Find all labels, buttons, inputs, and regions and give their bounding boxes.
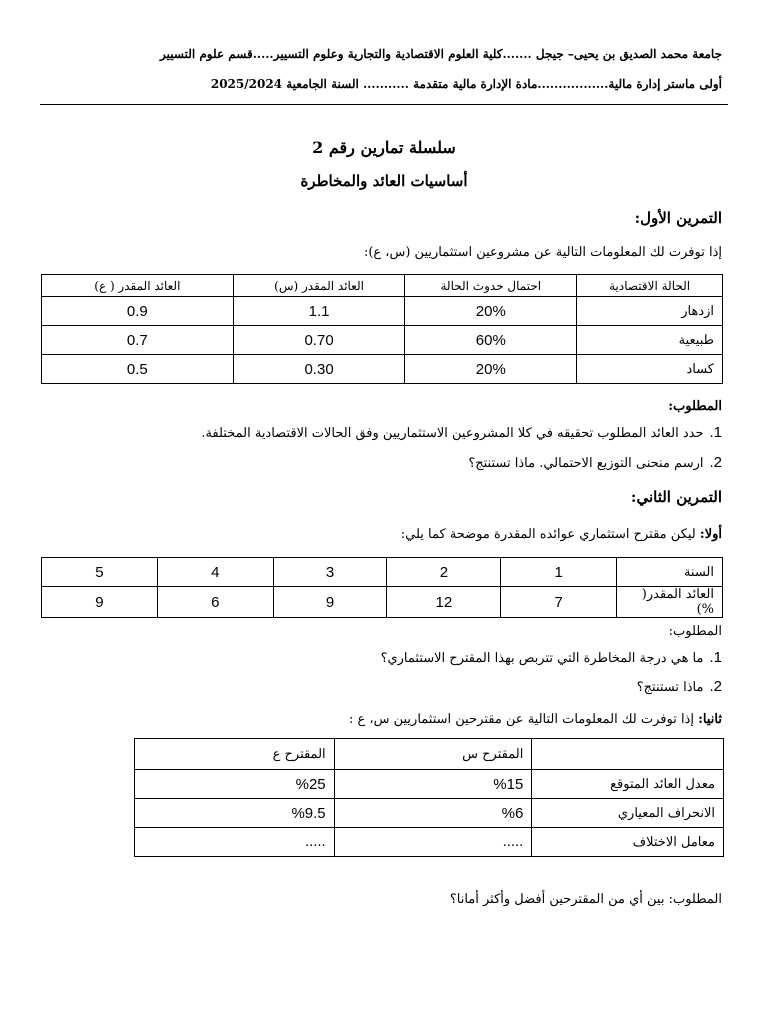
table-cell: 20% bbox=[405, 297, 577, 326]
table-row bbox=[42, 587, 723, 618]
list-item-text: ما هي درجة المخاطرة التي تتربص بهذا المقترح الاستثماري؟ bbox=[380, 651, 704, 666]
table-row bbox=[135, 770, 724, 799]
list-item-text: حدد العائد المطلوب تحقيقه في كلا المشروعين الاستثماريين وفق الحالات الاقتصادية المختلفة. bbox=[201, 426, 704, 441]
table-cell: 60% bbox=[405, 326, 577, 355]
table-header-cell: احتمال حدوث الحالة bbox=[405, 275, 577, 297]
table-cell: طبيعية bbox=[577, 326, 723, 355]
table-cell: معامل الاختلاف bbox=[532, 828, 724, 857]
list-item bbox=[201, 454, 722, 484]
exercise-1-table bbox=[41, 274, 723, 384]
table-cell: ..... bbox=[135, 828, 335, 857]
table-cell: 20% bbox=[405, 355, 577, 384]
table-cell: العائد المقدر( %) bbox=[617, 587, 723, 618]
table-cell: %25 bbox=[135, 770, 335, 799]
header-divider bbox=[40, 104, 728, 105]
table-cell: 1 bbox=[501, 558, 617, 587]
table-header-cell: الحالة الاقتصادية bbox=[577, 275, 723, 297]
list-item bbox=[381, 649, 722, 678]
table-row bbox=[135, 828, 724, 857]
table-header-row bbox=[135, 739, 724, 770]
table-cell: ..... bbox=[334, 828, 532, 857]
table-cell: 6 bbox=[157, 587, 273, 618]
exercise-2-returns-table bbox=[41, 557, 723, 618]
table-header-cell: المقترح س bbox=[334, 739, 532, 770]
table-cell: %6 bbox=[334, 799, 532, 828]
part-2-label: ثانيا: bbox=[698, 712, 722, 727]
table-row bbox=[42, 297, 723, 326]
exercise-1-intro: إذا توفرت لك المعلومات التالية عن مشروعين استثماريين (س، ع): bbox=[363, 245, 722, 260]
page-title: سلسلة تمارين رقم 2 bbox=[312, 138, 456, 157]
list-item-text: ماذا تستنتج؟ bbox=[636, 680, 704, 695]
table-header-row bbox=[42, 275, 723, 297]
exercise-2-part-1-questions bbox=[381, 649, 722, 707]
table-cell: %15 bbox=[334, 770, 532, 799]
table-header-cell bbox=[532, 739, 724, 770]
exercise-2-part-2-required: المطلوب: بين أي من المقترحين أفضل وأكثر أمانا؟ bbox=[449, 892, 722, 907]
table-cell: كساد bbox=[577, 355, 723, 384]
page-subtitle: أساسيات العائد والمخاطرة bbox=[300, 172, 468, 190]
table-cell: 5 bbox=[42, 558, 158, 587]
list-item-number: 1. bbox=[709, 424, 722, 441]
table-cell: 0.70 bbox=[233, 326, 405, 355]
table-row bbox=[42, 558, 723, 587]
table-header-cell: العائد المقدر (س) bbox=[233, 275, 405, 297]
table-cell: 3 bbox=[273, 558, 387, 587]
part-2-text: إذا توفرت لك المعلومات التالية عن مقترحين استثماريين س، ع : bbox=[349, 712, 694, 727]
exercise-2-proposals-table bbox=[134, 738, 724, 857]
part-1-label: أولا: bbox=[699, 527, 722, 542]
exercise-1-heading: التمرين الأول: bbox=[634, 209, 722, 227]
table-cell: 9 bbox=[42, 587, 158, 618]
table-cell: 7 bbox=[501, 587, 617, 618]
table-cell: معدل العائد المتوقع bbox=[532, 770, 724, 799]
list-item-number: 2. bbox=[709, 454, 722, 471]
table-cell: 0.30 bbox=[233, 355, 405, 384]
table-header-cell: العائد المقدر ( ع) bbox=[42, 275, 234, 297]
list-item-number: 1. bbox=[709, 649, 722, 666]
part-1-text: ليكن مقترح استثماري عوائده المقدرة موضحة كما يلي: bbox=[400, 527, 696, 542]
table-cell: 2 bbox=[387, 558, 501, 587]
table-cell: %9.5 bbox=[135, 799, 335, 828]
list-item-text: ارسم منحنى التوزيع الاحتمالي. ماذا تستنتج؟ bbox=[468, 456, 704, 471]
exercise-2-part-1-required-label: المطلوب: bbox=[668, 624, 722, 639]
list-item-number: 2. bbox=[709, 678, 722, 695]
table-cell: الانحراف المعياري bbox=[532, 799, 724, 828]
table-cell: 0.7 bbox=[42, 326, 234, 355]
table-cell: 0.9 bbox=[42, 297, 234, 326]
table-cell: 1.1 bbox=[233, 297, 405, 326]
exercise-2-part-1-intro bbox=[401, 527, 722, 542]
table-cell: 4 bbox=[157, 558, 273, 587]
exercise-1-required-label: المطلوب: bbox=[668, 399, 722, 414]
header-institution: جامعة محمد الصديق بن يحيى– جيجل .......كلية العلوم الاقتصادية والتجارية وعلوم التسيير.....قسم علوم التسيير bbox=[160, 47, 722, 61]
table-cell: 9 bbox=[273, 587, 387, 618]
table-row bbox=[135, 799, 724, 828]
table-header-cell: المقترح ع bbox=[135, 739, 335, 770]
list-item bbox=[201, 424, 722, 454]
table-row bbox=[42, 355, 723, 384]
exercise-2-heading: التمرين الثاني: bbox=[630, 488, 722, 506]
header-course: أولى ماستر إدارة مالية.................مادة الإدارة مالية متقدمة ........... السنة الجامعية 2025/2024 bbox=[210, 77, 722, 91]
table-cell: 0.5 bbox=[42, 355, 234, 384]
exercise-2-part-2-intro bbox=[349, 712, 722, 727]
table-cell: السنة bbox=[617, 558, 723, 587]
table-cell: 12 bbox=[387, 587, 501, 618]
table-row bbox=[42, 326, 723, 355]
exercise-1-questions bbox=[201, 424, 722, 484]
list-item bbox=[381, 678, 722, 707]
table-cell: ازدهار bbox=[577, 297, 723, 326]
